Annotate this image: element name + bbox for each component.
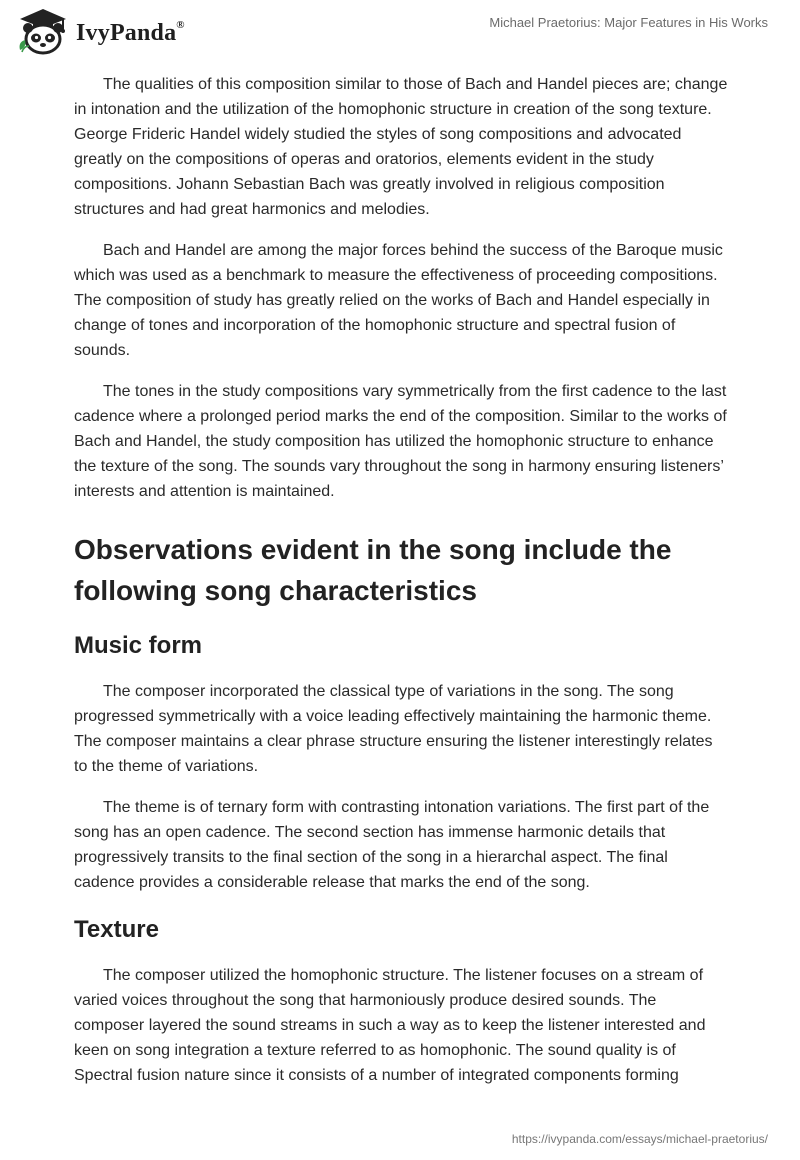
site-logo[interactable] <box>14 6 185 58</box>
paragraph: The composer incorporated the classical type of variations in the song. The song progressed symmetrically with a voice leading effectively maintaining the harmonic theme. The composer maintains a clear phrase structure ensuring the listener interestingly relates to the theme of variations. <box>74 683 713 775</box>
source-url[interactable]: https://ivypanda.com/essays/michael-praetorius/ <box>511 1132 768 1146</box>
paragraph: The theme is of ternary form with contrasting intonation variations. The first part of the song has an open cadence. The second section has immense harmonic details that progressively transits to the final section of the song in a hierarchal aspect. The final cadence provides a considerable release that marks the end of the song. <box>74 799 710 891</box>
paragraph: The composer utilized the homophonic structure. The listener focuses on a stream of varied voices throughout the song that harmoniously produce desired sounds. The composer layered the sound streams in such a way as to keep the listener interested and keen on song integration a texture referred to as homophonic. The sound quality is of Spectral fusion nature since it consists of a number of integrated components forming <box>74 967 706 1084</box>
paragraph: The tones in the study compositions vary symmetrically from the first cadence to the last cadence where a prolonged period marks the end of the composition. Similar to the works of Bach and Handel, the study composition has utilized the homophonic structure to enhance the texture of the song. The sounds vary throughout the song in harmony ensuring listeners’ interests and attention is maintained. <box>74 383 727 500</box>
subheading-texture: Texture <box>74 916 159 943</box>
panda-graduate-icon <box>14 6 72 58</box>
section-heading: Observations evident in the song include the following song characteristics <box>74 534 672 606</box>
page-header <box>0 0 800 60</box>
registered-mark: ® <box>176 18 185 31</box>
essay-body <box>74 72 730 1104</box>
logo-wordmark: IvyPanda® <box>76 18 185 46</box>
paragraph: Bach and Handel are among the major forces behind the success of the Baroque music which was used as a benchmark to measure the effectiveness of proceeding compositions. The composition of study has greatly relied on the works of Bach and Handel especially in change of tones and incorporation of the homophonic structure and spectral fusion of sounds. <box>74 242 723 359</box>
paragraph: The qualities of this composition similar to those of Bach and Handel pieces are; change in intonation and the utilization of the homophonic structure in creation of the song texture. George Frideric Handel widely studied the styles of song compositions and advocated greatly on the compositions of operas and oratorios, elements evident in the study compositions. Johann Sebastian Bach was greatly involved in religious composition structures and had great harmonics and melodies. <box>74 76 728 218</box>
document-title: Michael Praetorius: Major Features in His Works <box>489 15 768 30</box>
subheading-music-form: Music form <box>74 632 203 659</box>
